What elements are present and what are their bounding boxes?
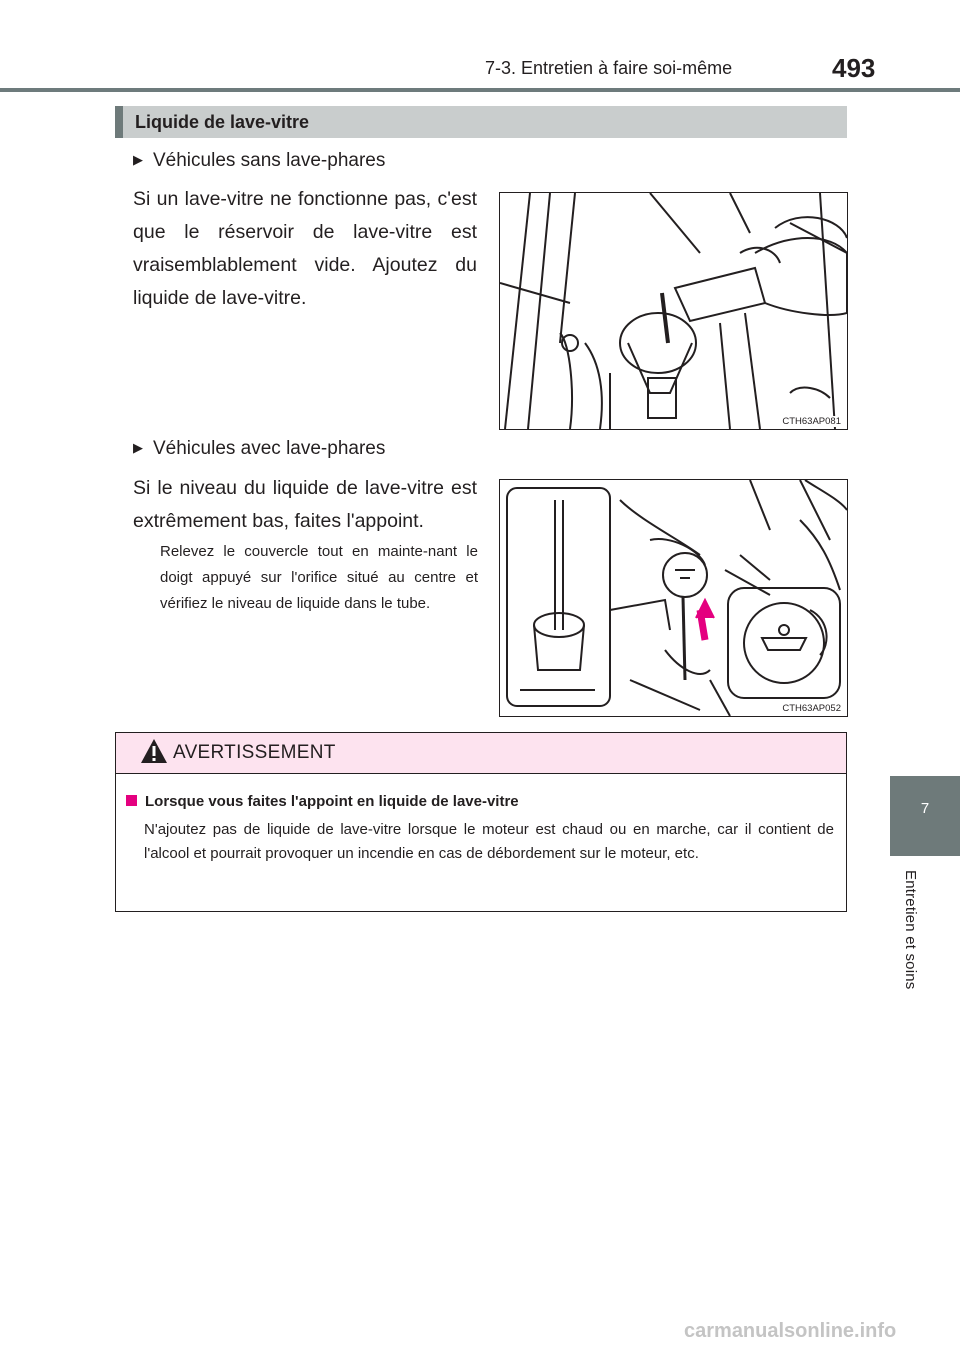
- chapter-number: 7: [920, 800, 930, 817]
- paragraph-item2: Si le niveau du liquide de lave-vitre est extrêmement bas, faites l'appoint.: [133, 477, 477, 532]
- warning-title: AVERTISSEMENT: [173, 742, 336, 763]
- triangle-right-icon: ▶: [133, 152, 143, 167]
- triangle-right-icon: ▶: [133, 440, 143, 455]
- bullet-label: Véhicules avec lave-phares: [153, 438, 386, 459]
- illustration-refill-funnel: [499, 192, 848, 430]
- warning-text: N'ajoutez pas de liquide de lave-vitre lorsque le moteur est chaud ou en marche, car il contient de l'alcool et pourrait provoquer un incendie en cas de débordement sur le moteur, etc.: [144, 821, 834, 862]
- bullet-item-without-headlamp-cleaners: [133, 150, 385, 172]
- section-header: [115, 106, 847, 138]
- chapter-tab[interactable]: [890, 776, 960, 856]
- section-title: Liquide de lave-vitre: [135, 112, 310, 132]
- illustration-check-level: [499, 479, 848, 717]
- watermark: carmanualsonline.info: [684, 1320, 897, 1342]
- section-header-accent: [115, 106, 123, 138]
- warning-triangle-icon: [140, 738, 168, 769]
- figure-code: CTH63AP081: [782, 416, 841, 427]
- figure-code: CTH63AP052: [782, 703, 841, 714]
- paragraph-item1: Si un lave-vitre ne fonctionne pas, c'est que le réservoir de lave-vitre est vraisemblablement vide. Ajoutez du liquide de lave-vitre.: [133, 188, 477, 309]
- warning-subtitle-text: Lorsque vous faites l'appoint en liquide de lave-vitre: [145, 793, 519, 810]
- warning-box: [115, 732, 847, 912]
- warning-header: [116, 733, 846, 774]
- warning-subtitle: [126, 793, 519, 810]
- header-divider: [0, 88, 960, 92]
- paragraph-note: Relevez le couvercle tout en mainte-nant le doigt appuyé sur l'orifice situé au centre et vérifiez le niveau de liquide dans le tube.: [160, 543, 478, 612]
- chapter-label: Entretien et soins: [902, 870, 919, 990]
- bullet-item-with-headlamp-cleaners: [133, 438, 385, 460]
- refill-illustration-drawing: [500, 193, 847, 429]
- square-bullet-icon: [126, 795, 137, 806]
- page-number: 493: [832, 53, 876, 83]
- header-section-title: 7-3. Entretien à faire soi-même: [485, 58, 733, 78]
- level-check-illustration-drawing: [500, 480, 847, 716]
- bullet-label: Véhicules sans lave-phares: [153, 150, 386, 171]
